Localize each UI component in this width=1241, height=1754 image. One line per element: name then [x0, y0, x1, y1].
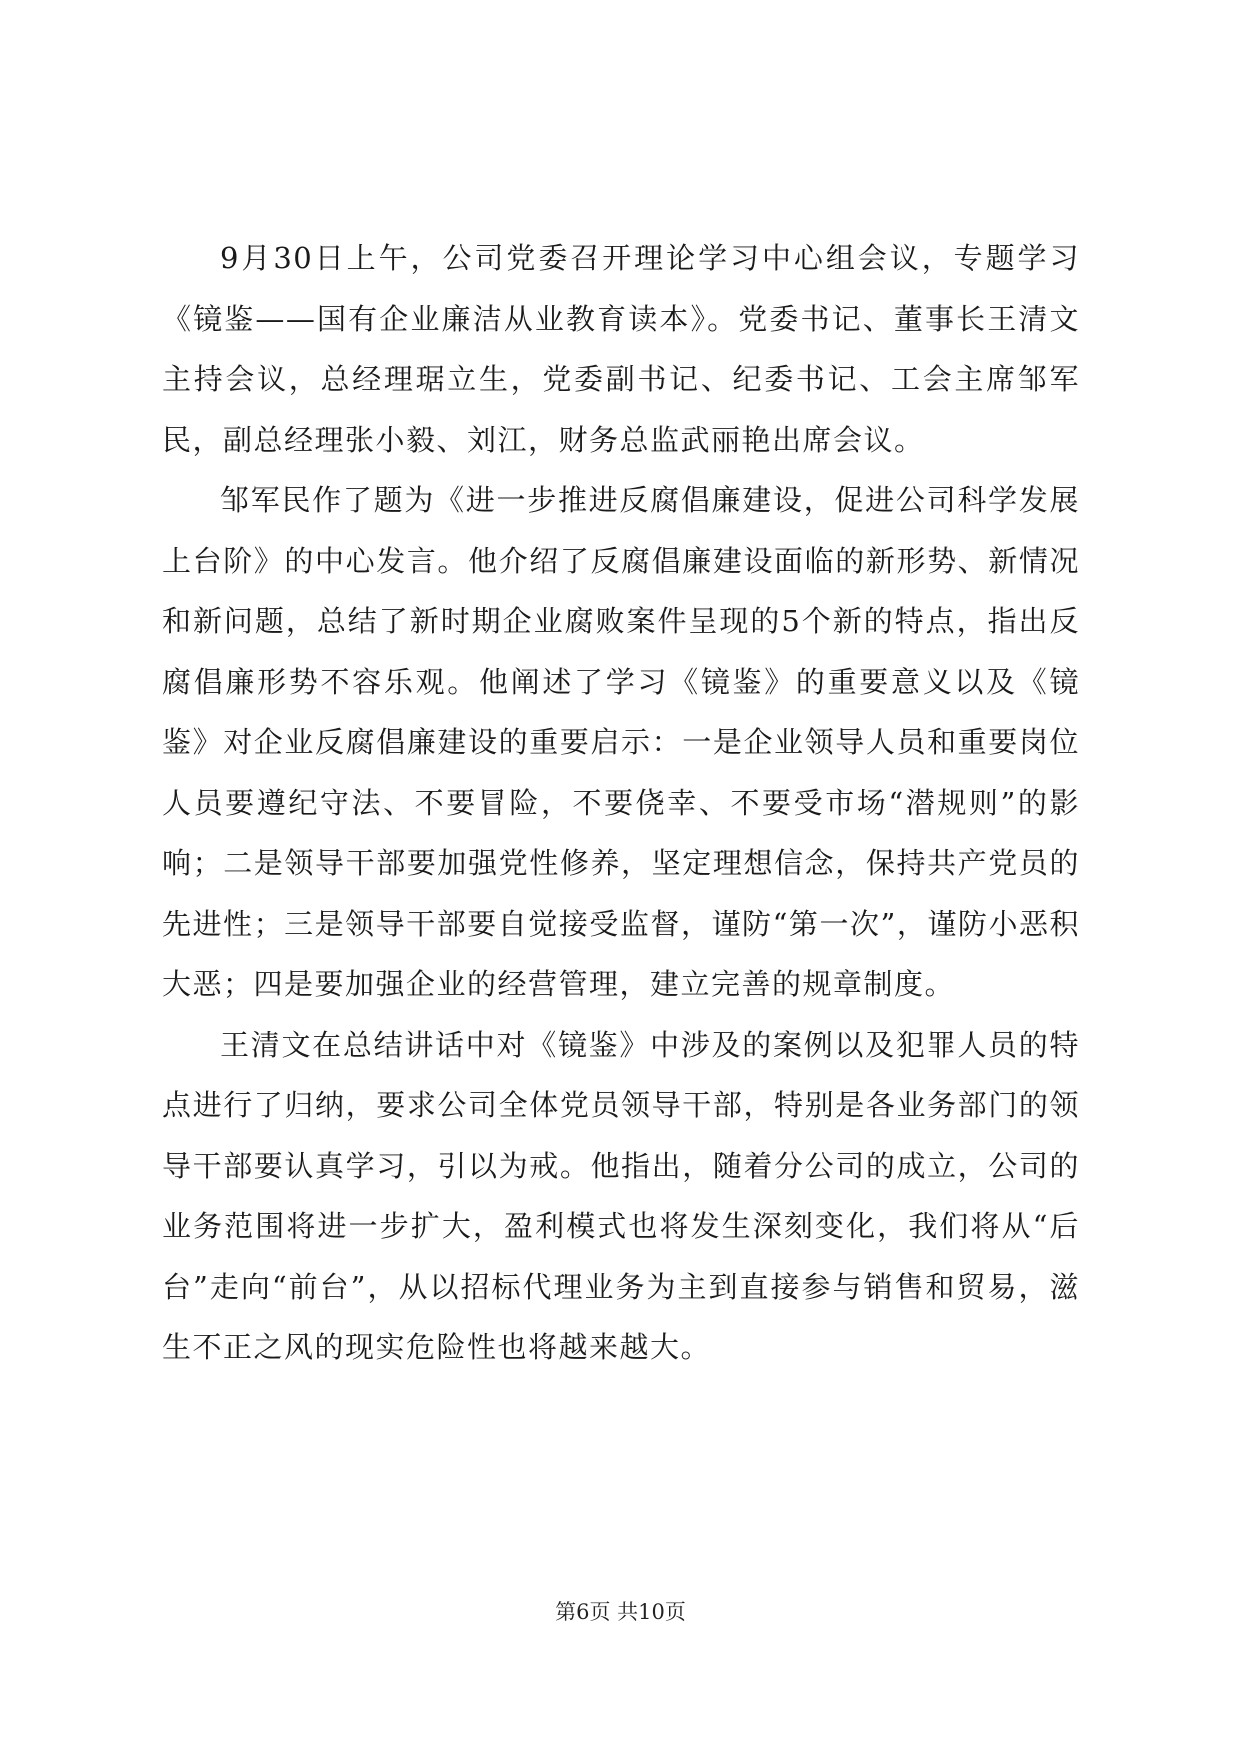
- document-body: [162, 228, 1080, 1378]
- paragraph-meeting-summary: 9月30日上午，公司党委召开理论学习中心组会议，专题学习《镜鉴——国有企业廉洁从业教育读本》。党委书记、董事长王清文主持会议，总经理琚立生，党委副书记、纪委书记、工会主席邹军民，副总经理张小毅、刘江，财务总监武丽艳出席会议。: [162, 241, 1080, 457]
- paragraph-closing-remarks: 王清文在总结讲话中对《镜鉴》中涉及的案例以及犯罪人员的特点进行了归纳，要求公司全体党员领导干部，特别是各业务部门的领导干部要认真学习，引以为戒。他指出，随着分公司的成立，公司的业务范围将进一步扩大，盈利模式也将发生深刻变化，我们将从“后台”走向“前台”，从以招标代理业务为主到直接参与销售和贸易，滋生不正之风的现实危险性也将越来越大。: [162, 1027, 1080, 1364]
- paragraph-keynote-speech: 邹军民作了题为《进一步推进反腐倡廉建设，促进公司科学发展上台阶》的中心发言。他介绍了反腐倡廉建设面临的新形势、新情况和新问题，总结了新时期企业腐败案件呈现的5个新的特点，指出反腐倡廉形势不容乐观。他阐述了学习《镜鉴》的重要意义以及《镜鉴》对企业反腐倡廉建设的重要启示：一是企业领导人员和重要岗位人员要遵纪守法、不要冒险，不要侥幸、不要受市场“潜规则”的影响；二是领导干部要加强党性修养，坚定理想信念，保持共产党员的先进性；三是领导干部要自觉接受监督，谨防“第一次”，谨防小恶积大恶；四是要加强企业的经营管理，建立完善的规章制度。: [162, 483, 1080, 1001]
- page-footer: [0, 1597, 1241, 1627]
- page-number: 第6页 共10页: [555, 1600, 686, 1624]
